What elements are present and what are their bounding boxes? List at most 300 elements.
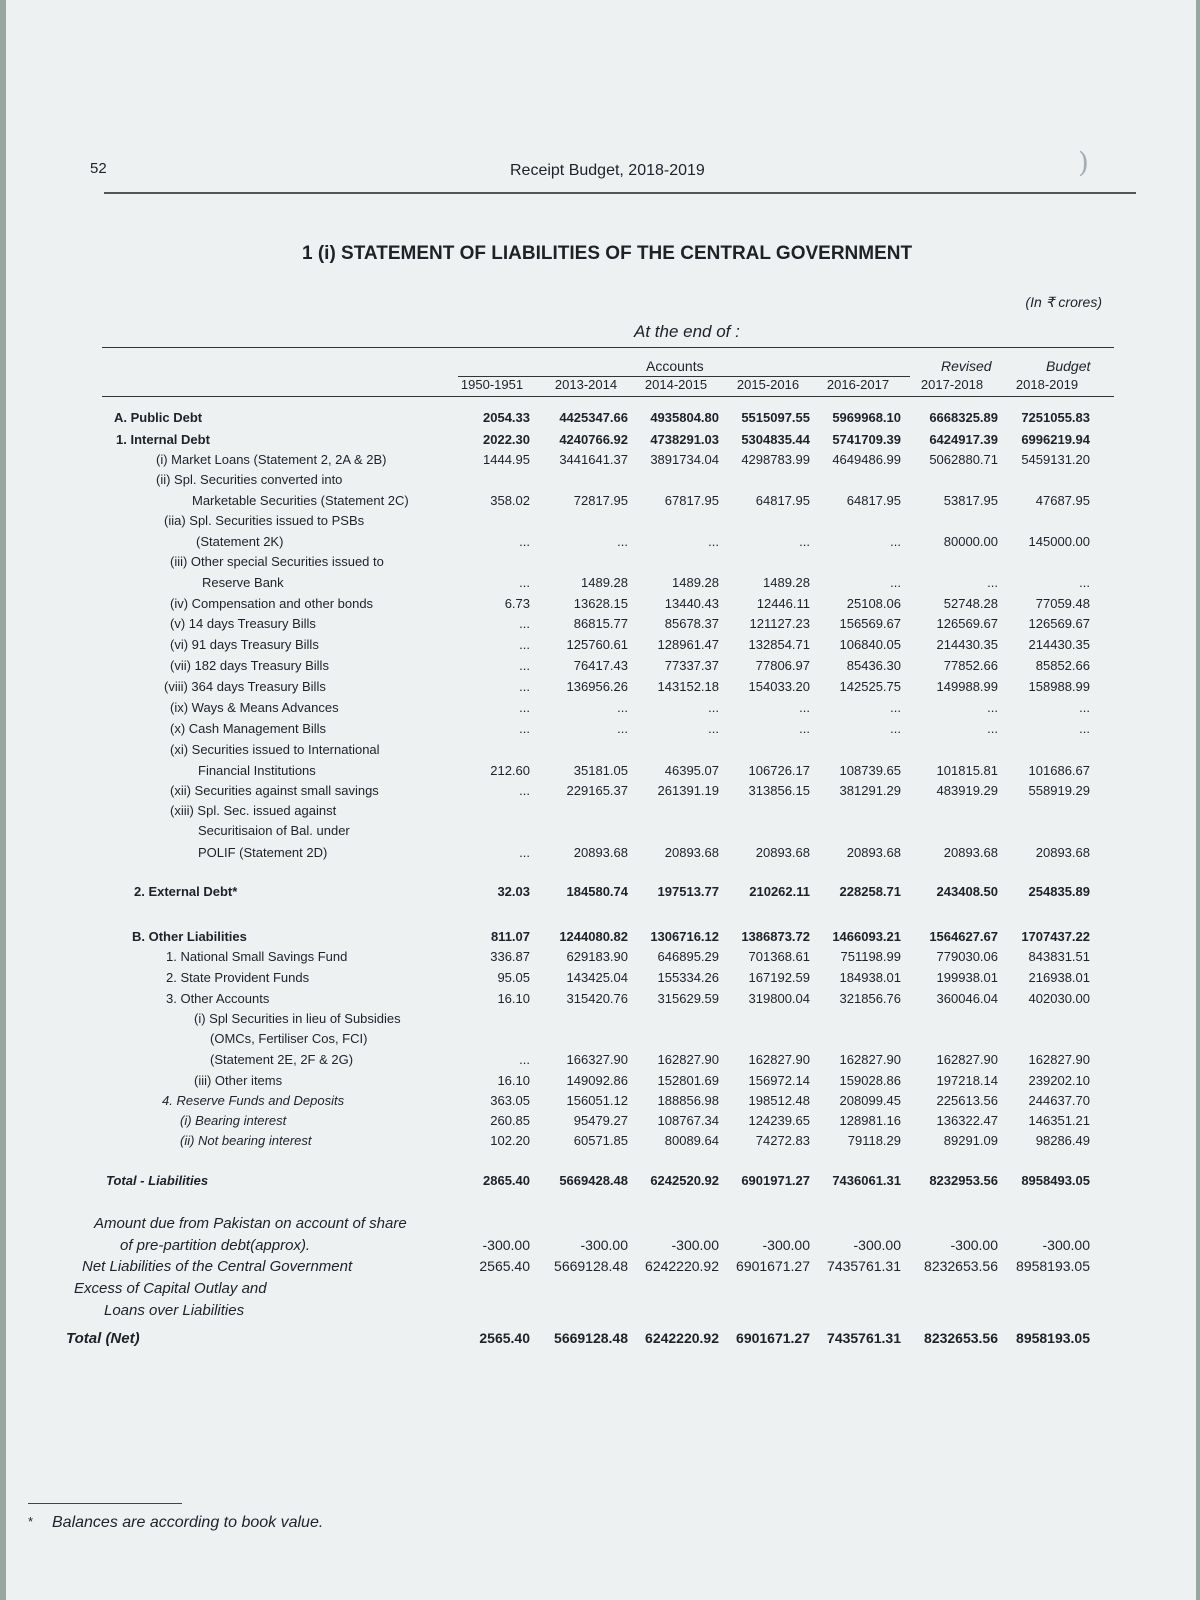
- value-cell: 5669128.48: [554, 1330, 628, 1346]
- value-cell: 1244080.82: [559, 929, 628, 944]
- value-cell: 4240766.92: [559, 432, 628, 447]
- value-cell: 336.87: [490, 949, 530, 964]
- value-cell: ...: [708, 700, 719, 715]
- value-cell: 85852.66: [1035, 658, 1090, 673]
- value-cell: 5969968.10: [832, 410, 901, 425]
- value-cell: 188856.98: [657, 1093, 719, 1108]
- value-cell: ...: [987, 575, 998, 590]
- value-cell: 53817.95: [943, 493, 998, 508]
- value-cell: 483919.29: [936, 783, 998, 798]
- value-cell: 128961.47: [657, 637, 719, 652]
- value-cell: 197513.77: [657, 884, 719, 899]
- row-label: (ii) Not bearing interest: [180, 1133, 312, 1148]
- value-cell: 162827.90: [657, 1052, 719, 1067]
- value-cell: 108767.34: [657, 1113, 719, 1128]
- value-cell: ...: [519, 679, 530, 694]
- value-cell: 6242520.92: [650, 1173, 719, 1188]
- table-row: [6, 783, 1196, 803]
- value-cell: 8232653.56: [924, 1330, 998, 1346]
- value-cell: 843831.51: [1028, 949, 1090, 964]
- value-cell: 228258.71: [839, 884, 901, 899]
- value-cell: -300.00: [950, 1237, 998, 1253]
- value-cell: -300.00: [1042, 1237, 1090, 1253]
- row-label: (viii) 364 days Treasury Bills: [164, 679, 326, 694]
- table-row: [6, 1215, 1196, 1235]
- value-cell: 158988.99: [1028, 679, 1090, 694]
- table-row: [6, 823, 1196, 843]
- value-cell: 5459131.20: [1021, 452, 1090, 467]
- table-row: [6, 991, 1196, 1011]
- row-label: (i) Market Loans (Statement 2, 2A & 2B): [156, 452, 387, 467]
- row-label: Loans over Liabilities: [104, 1302, 245, 1319]
- value-cell: 225613.56: [936, 1093, 998, 1108]
- value-cell: 243408.50: [936, 884, 998, 899]
- value-cell: 74272.83: [755, 1133, 810, 1148]
- value-cell: 6242220.92: [645, 1258, 719, 1274]
- row-label: (vii) 182 days Treasury Bills: [170, 658, 329, 673]
- table-row: [6, 949, 1196, 969]
- value-cell: 143425.04: [566, 970, 628, 985]
- value-cell: 8958193.05: [1016, 1258, 1090, 1274]
- value-cell: 244637.70: [1028, 1093, 1090, 1108]
- value-cell: 126569.67: [1028, 616, 1090, 631]
- table-row: [6, 1052, 1196, 1072]
- value-cell: 779030.06: [936, 949, 998, 964]
- row-label: Reserve Bank: [202, 575, 284, 590]
- row-label: of pre-partition debt(approx).: [120, 1237, 311, 1254]
- row-label: Total (Net): [66, 1330, 140, 1347]
- year-header: 1950-1951: [460, 377, 524, 392]
- footnote-rule: [28, 1503, 182, 1504]
- row-label: (Statement 2K): [196, 534, 284, 549]
- value-cell: ...: [799, 534, 810, 549]
- value-cell: 3441641.37: [559, 452, 628, 467]
- row-label: Marketable Securities (Statement 2C): [192, 493, 409, 508]
- value-cell: 1489.28: [672, 575, 719, 590]
- revised-header: Revised: [941, 358, 992, 374]
- table-row: [6, 637, 1196, 657]
- value-cell: 106726.17: [748, 763, 810, 778]
- table-row: [6, 1113, 1196, 1133]
- row-label: 2. State Provident Funds: [166, 970, 310, 985]
- row-label: B. Other Liabilities: [132, 929, 247, 944]
- value-cell: 156972.14: [748, 1073, 810, 1088]
- value-cell: 145000.00: [1028, 534, 1090, 549]
- value-cell: 558919.29: [1028, 783, 1090, 798]
- table-row: [6, 432, 1196, 452]
- value-cell: 12446.11: [756, 596, 810, 611]
- value-cell: 76417.43: [573, 658, 628, 673]
- value-cell: ...: [519, 700, 530, 715]
- row-label: (iii) Other special Securities issued to: [170, 554, 384, 569]
- year-header: 2013-2014: [554, 377, 618, 392]
- value-cell: 20893.68: [664, 845, 719, 860]
- table-row: [6, 1133, 1196, 1153]
- value-cell: 8232653.56: [924, 1258, 998, 1274]
- value-cell: 72817.95: [573, 493, 628, 508]
- value-cell: 108739.65: [839, 763, 901, 778]
- value-cell: ...: [519, 845, 530, 860]
- value-cell: 701368.61: [748, 949, 810, 964]
- value-cell: 60571.85: [573, 1133, 628, 1148]
- table-row: [6, 970, 1196, 990]
- value-cell: ...: [519, 637, 530, 652]
- value-cell: 254835.89: [1028, 884, 1090, 899]
- value-cell: 5741709.39: [832, 432, 901, 447]
- value-cell: 646895.29: [657, 949, 719, 964]
- value-cell: 64817.95: [755, 493, 810, 508]
- document-page: [6, 0, 1196, 1600]
- value-cell: 5515097.55: [741, 410, 810, 425]
- value-cell: 629183.90: [566, 949, 628, 964]
- value-cell: 136956.26: [566, 679, 628, 694]
- value-cell: 13628.15: [573, 596, 628, 611]
- value-cell: 95479.27: [573, 1113, 628, 1128]
- value-cell: 64817.95: [846, 493, 901, 508]
- value-cell: 5669128.48: [554, 1258, 628, 1274]
- row-label: Amount due from Pakistan on account of share: [94, 1215, 407, 1232]
- running-title: Receipt Budget, 2018-2019: [510, 162, 705, 179]
- table-header-rule: [102, 396, 1114, 397]
- row-label: (xi) Securities issued to International: [170, 742, 380, 757]
- value-cell: ...: [987, 721, 998, 736]
- value-cell: ...: [617, 721, 628, 736]
- value-cell: 80089.64: [664, 1133, 719, 1148]
- table-row: [6, 493, 1196, 513]
- value-cell: 2054.33: [483, 410, 530, 425]
- value-cell: 86815.77: [573, 616, 628, 631]
- value-cell: 98286.49: [1035, 1133, 1090, 1148]
- value-cell: 146351.21: [1028, 1113, 1090, 1128]
- value-cell: 32.03: [497, 884, 530, 899]
- value-cell: ...: [799, 700, 810, 715]
- year-header: 2016-2017: [826, 377, 890, 392]
- value-cell: 3891734.04: [650, 452, 719, 467]
- value-cell: 210262.11: [749, 884, 810, 899]
- header-rule: [104, 192, 1136, 194]
- value-cell: 166327.90: [566, 1052, 628, 1067]
- value-cell: 124239.65: [748, 1113, 810, 1128]
- value-cell: 77806.97: [755, 658, 810, 673]
- value-cell: 167192.59: [748, 970, 810, 985]
- table-row: [6, 534, 1196, 554]
- row-label: Total - Liabilities: [106, 1173, 209, 1188]
- value-cell: 6668325.89: [929, 410, 998, 425]
- table-row: [6, 575, 1196, 595]
- value-cell: 4935804.80: [650, 410, 719, 425]
- value-cell: 8958193.05: [1016, 1330, 1090, 1346]
- value-cell: 261391.19: [657, 783, 719, 798]
- row-label: (vi) 91 days Treasury Bills: [170, 637, 319, 652]
- value-cell: 149988.99: [936, 679, 998, 694]
- table-row: [6, 616, 1196, 636]
- value-cell: 5062880.71: [929, 452, 998, 467]
- value-cell: 132854.71: [748, 637, 810, 652]
- row-label: POLIF (Statement 2D): [198, 845, 328, 860]
- value-cell: 162827.90: [936, 1052, 998, 1067]
- year-header: 2014-2015: [644, 377, 708, 392]
- value-cell: 162827.90: [748, 1052, 810, 1067]
- value-cell: 1386873.72: [741, 929, 810, 944]
- table-row: [6, 1237, 1196, 1257]
- value-cell: ...: [799, 721, 810, 736]
- value-cell: -300.00: [671, 1237, 719, 1253]
- accounts-header: Accounts: [646, 358, 704, 374]
- table-row: [6, 884, 1196, 904]
- row-label: Securitisaion of Bal. under: [198, 823, 350, 838]
- value-cell: ...: [890, 721, 901, 736]
- table-row: [6, 763, 1196, 783]
- row-label: (ix) Ways & Means Advances: [170, 700, 339, 715]
- value-cell: 6424917.39: [929, 432, 998, 447]
- value-cell: 149092.86: [566, 1073, 628, 1088]
- table-top-rule: [102, 347, 1114, 348]
- table-row: [6, 929, 1196, 949]
- value-cell: 156051.12: [566, 1093, 628, 1108]
- unit-note: (In ₹ crores): [1025, 294, 1102, 310]
- row-label: A. Public Debt: [114, 410, 203, 425]
- table-row: [6, 700, 1196, 720]
- value-cell: 184580.74: [566, 884, 628, 899]
- table-row: [6, 721, 1196, 741]
- value-cell: 159028.86: [839, 1073, 901, 1088]
- value-cell: 381291.29: [839, 783, 901, 798]
- row-label: 3. Other Accounts: [166, 991, 270, 1006]
- row-label: 1. National Small Savings Fund: [166, 949, 348, 964]
- value-cell: 35181.05: [573, 763, 628, 778]
- table-row: [6, 1031, 1196, 1051]
- value-cell: 1466093.21: [832, 929, 901, 944]
- row-label: Net Liabilities of the Central Government: [82, 1258, 353, 1275]
- value-cell: 199938.01: [936, 970, 998, 985]
- value-cell: 313856.15: [748, 783, 810, 798]
- value-cell: ...: [890, 700, 901, 715]
- page-number: 52: [90, 160, 107, 177]
- value-cell: -300.00: [762, 1237, 810, 1253]
- handwritten-mark: ): [1078, 146, 1089, 179]
- value-cell: 811.07: [490, 929, 530, 944]
- value-cell: 162827.90: [839, 1052, 901, 1067]
- table-row: [6, 596, 1196, 616]
- table-row: [6, 679, 1196, 699]
- value-cell: 101686.67: [1028, 763, 1090, 778]
- value-cell: ...: [1079, 721, 1090, 736]
- value-cell: 89291.09: [943, 1133, 998, 1148]
- row-label: (v) 14 days Treasury Bills: [170, 616, 316, 631]
- value-cell: 106840.05: [839, 637, 901, 652]
- table-row: [6, 452, 1196, 472]
- value-cell: 6.73: [504, 596, 530, 611]
- table-row: [6, 845, 1196, 865]
- value-cell: 2865.40: [483, 1173, 530, 1188]
- at-end-of-label: At the end of :: [634, 322, 740, 341]
- footnote: Balances are according to book value.: [52, 1514, 324, 1531]
- value-cell: ...: [987, 700, 998, 715]
- value-cell: 102.20: [490, 1133, 530, 1148]
- value-cell: 751198.99: [840, 949, 901, 964]
- value-cell: 47687.95: [1035, 493, 1090, 508]
- value-cell: 85436.30: [846, 658, 901, 673]
- value-cell: -300.00: [482, 1237, 530, 1253]
- value-cell: 52748.28: [943, 596, 998, 611]
- value-cell: 7435761.31: [827, 1258, 901, 1274]
- value-cell: 77852.66: [943, 658, 998, 673]
- value-cell: 143152.18: [657, 679, 719, 694]
- value-cell: 77337.37: [664, 658, 719, 673]
- value-cell: 4738291.03: [650, 432, 719, 447]
- value-cell: ...: [519, 1052, 530, 1067]
- value-cell: 2022.30: [483, 432, 530, 447]
- value-cell: 1306716.12: [650, 929, 719, 944]
- value-cell: 1564627.67: [929, 929, 998, 944]
- value-cell: 121127.23: [749, 616, 810, 631]
- value-cell: 239202.10: [1028, 1073, 1090, 1088]
- value-cell: 1489.28: [763, 575, 810, 590]
- table-row: [6, 742, 1196, 762]
- row-label: 4. Reserve Funds and Deposits: [162, 1093, 345, 1108]
- value-cell: 1444.95: [483, 452, 530, 467]
- value-cell: 1707437.22: [1021, 929, 1090, 944]
- value-cell: 229165.37: [566, 783, 628, 798]
- value-cell: 2565.40: [479, 1330, 530, 1346]
- value-cell: ...: [708, 721, 719, 736]
- value-cell: 402030.00: [1028, 991, 1090, 1006]
- value-cell: ...: [519, 575, 530, 590]
- value-cell: 154033.20: [748, 679, 810, 694]
- value-cell: 5669428.48: [559, 1173, 628, 1188]
- row-label: (ii) Spl. Securities converted into: [156, 472, 343, 487]
- value-cell: 321856.76: [839, 991, 901, 1006]
- value-cell: ...: [708, 534, 719, 549]
- value-cell: 67817.95: [664, 493, 719, 508]
- value-cell: ...: [1079, 575, 1090, 590]
- table-row: [6, 1093, 1196, 1113]
- value-cell: 7251055.83: [1021, 410, 1090, 425]
- value-cell: 208099.45: [839, 1093, 901, 1108]
- value-cell: ...: [617, 534, 628, 549]
- value-cell: 13440.43: [664, 596, 719, 611]
- value-cell: 212.60: [490, 763, 530, 778]
- table-row: [6, 1258, 1196, 1278]
- value-cell: ...: [519, 534, 530, 549]
- budget-header: Budget: [1046, 358, 1091, 374]
- value-cell: 6242220.92: [645, 1330, 719, 1346]
- table-row: [6, 472, 1196, 492]
- value-cell: 25108.06: [846, 596, 901, 611]
- value-cell: 5304835.44: [741, 432, 810, 447]
- value-cell: ...: [617, 700, 628, 715]
- value-cell: 7435761.31: [827, 1330, 901, 1346]
- row-label: (OMCs, Fertiliser Cos, FCI): [210, 1031, 368, 1046]
- value-cell: 1489.28: [581, 575, 628, 590]
- value-cell: 198512.48: [748, 1093, 810, 1108]
- value-cell: ...: [890, 575, 901, 590]
- value-cell: 155334.26: [657, 970, 719, 985]
- value-cell: 4298783.99: [741, 452, 810, 467]
- value-cell: 6901671.27: [736, 1330, 810, 1346]
- value-cell: -300.00: [853, 1237, 901, 1253]
- value-cell: 8958493.05: [1021, 1173, 1090, 1188]
- table-row: [6, 410, 1196, 430]
- value-cell: -300.00: [580, 1237, 628, 1253]
- value-cell: 4649486.99: [832, 452, 901, 467]
- value-cell: 214430.35: [936, 637, 998, 652]
- value-cell: 136322.47: [936, 1113, 998, 1128]
- value-cell: 363.05: [490, 1093, 530, 1108]
- value-cell: 260.85: [490, 1113, 530, 1128]
- value-cell: 7436061.31: [832, 1173, 901, 1188]
- value-cell: ...: [890, 534, 901, 549]
- table-row: [6, 1011, 1196, 1031]
- value-cell: 8232953.56: [929, 1173, 998, 1188]
- value-cell: 6996219.94: [1021, 432, 1090, 447]
- value-cell: 216938.01: [1028, 970, 1090, 985]
- row-label: 1. Internal Debt: [116, 432, 210, 447]
- value-cell: 20893.68: [943, 845, 998, 860]
- value-cell: 95.05: [497, 970, 530, 985]
- row-label: Excess of Capital Outlay and: [74, 1280, 267, 1297]
- value-cell: 20893.68: [573, 845, 628, 860]
- row-label: (Statement 2E, 2F & 2G): [210, 1052, 354, 1067]
- value-cell: 85678.37: [664, 616, 719, 631]
- row-label: (iii) Other items: [194, 1073, 283, 1088]
- value-cell: ...: [519, 783, 530, 798]
- table-row: [6, 658, 1196, 678]
- value-cell: ...: [519, 616, 530, 631]
- value-cell: 184938.01: [839, 970, 901, 985]
- value-cell: 2565.40: [479, 1258, 530, 1274]
- value-cell: 4425347.66: [559, 410, 628, 425]
- value-cell: 315629.59: [657, 991, 719, 1006]
- value-cell: ...: [519, 721, 530, 736]
- value-cell: 315420.76: [566, 991, 628, 1006]
- value-cell: 358.02: [490, 493, 530, 508]
- table-row: [6, 554, 1196, 574]
- value-cell: 20893.68: [1035, 845, 1090, 860]
- value-cell: 126569.67: [936, 616, 998, 631]
- row-label: (i) Bearing interest: [180, 1113, 287, 1128]
- row-label: (i) Spl Securities in lieu of Subsidies: [194, 1011, 401, 1026]
- value-cell: 6901671.27: [736, 1258, 810, 1274]
- table-row: [6, 1302, 1196, 1322]
- row-label: 2. External Debt*: [134, 884, 238, 899]
- value-cell: 20893.68: [755, 845, 810, 860]
- row-label: (xii) Securities against small savings: [170, 783, 379, 798]
- value-cell: ...: [519, 658, 530, 673]
- year-header: 2015-2016: [736, 377, 800, 392]
- value-cell: 128981.16: [839, 1113, 901, 1128]
- table-row: [6, 1173, 1196, 1193]
- value-cell: 80000.00: [943, 534, 998, 549]
- value-cell: 46395.07: [664, 763, 719, 778]
- row-label: (iia) Spl. Securities issued to PSBs: [164, 513, 365, 528]
- value-cell: 101815.81: [936, 763, 998, 778]
- row-label: (x) Cash Management Bills: [170, 721, 327, 736]
- row-label: Financial Institutions: [198, 763, 316, 778]
- row-label: (iv) Compensation and other bonds: [170, 596, 374, 611]
- footnote-marker: *: [28, 1514, 34, 1529]
- value-cell: 214430.35: [1028, 637, 1090, 652]
- value-cell: 319800.04: [748, 991, 810, 1006]
- table-row: [6, 513, 1196, 533]
- table-row: [6, 1073, 1196, 1093]
- value-cell: 20893.68: [846, 845, 901, 860]
- table-row: [6, 1330, 1196, 1350]
- value-cell: 6901971.27: [741, 1173, 810, 1188]
- value-cell: 79118.29: [847, 1133, 901, 1148]
- value-cell: 156569.67: [839, 616, 901, 631]
- year-header: 2017-2018: [920, 377, 984, 392]
